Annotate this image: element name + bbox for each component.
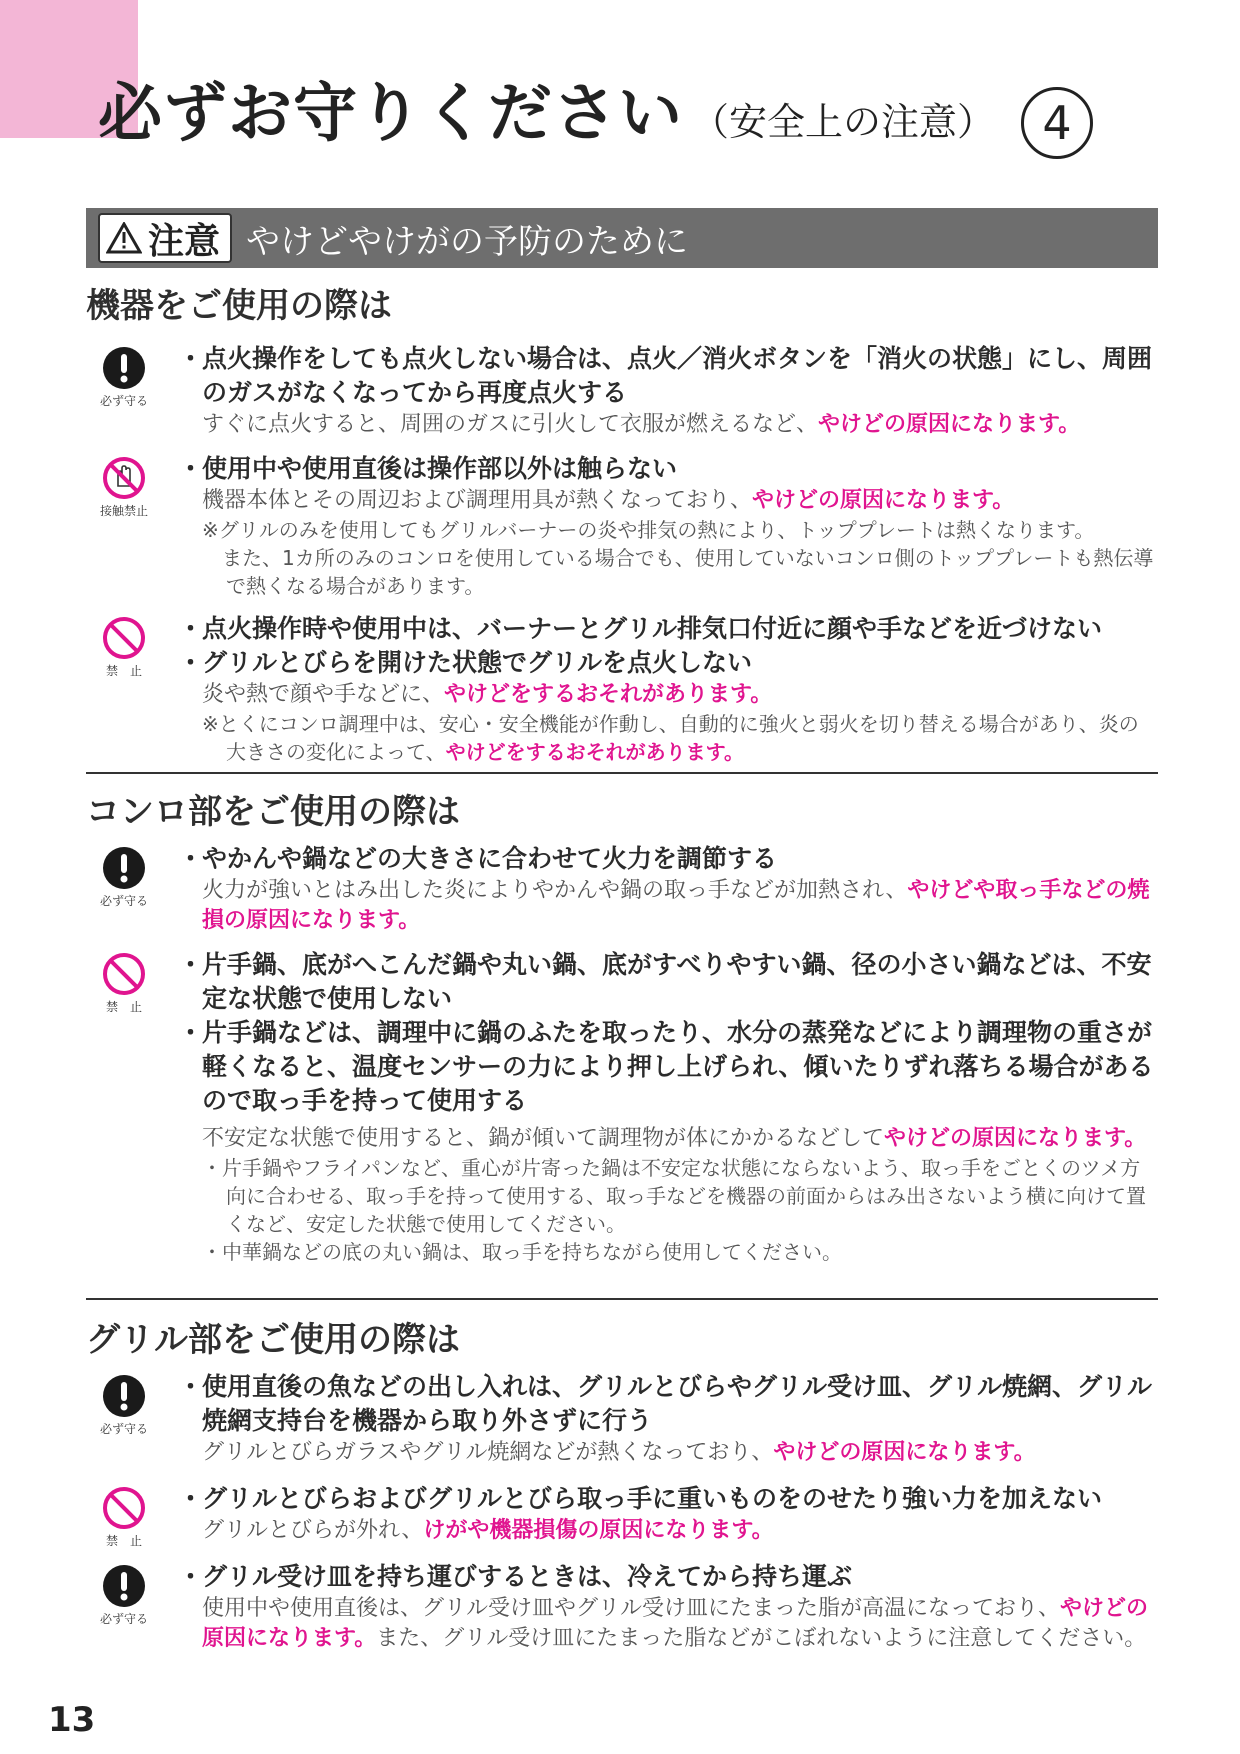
instruction-desc: 使用中や使用直後は、グリル受け皿やグリル受け皿にたまった脂が高温になっており、やけどの原因になります。また、グリル受け皿にたまった脂などがこぼれないように注意してください。	[202, 1596, 1149, 1651]
instruction-group	[86, 948, 1158, 1266]
title-main: 必ずお守りください	[98, 77, 683, 151]
section-heading: コンロ部をご使用の際は	[86, 792, 460, 832]
prohibited-icon	[102, 616, 146, 660]
no-touch-icon	[102, 456, 146, 500]
warning-triangle-icon	[106, 222, 142, 254]
caution-banner	[86, 208, 1158, 268]
section-divider	[86, 1298, 1158, 1300]
title-number: 4	[1021, 87, 1093, 159]
prohibited-icon-block	[96, 616, 152, 679]
prohibited-icon	[102, 952, 146, 996]
page-title	[98, 62, 1093, 151]
instruction-item: ・ 片手鍋などは、調理中に鍋のふたを取ったり、水分の蒸発などにより調理物の重さが軽くなると、温度センサーの力により押し上げられ、傾いたりずれ落ちる場合があるので取っ手を持って使用する	[178, 1016, 1158, 1118]
section-stove	[86, 790, 1158, 1266]
instruction-note: また、1カ所のみのコンロを使用している場合でも、使用していないコンロ側のトッププレートも熱伝導で熱くなる場合があります。	[202, 546, 1154, 598]
icon-label: 接触禁止	[99, 504, 148, 518]
instruction-note: ・片手鍋やフライパンなど、重心が片寄った鍋は不安定な状態にならないよう、取っ手をごとくのツメ方向に合わせる、取っ手を持って使用する、取っ手などを機器の前面からはみ出さないよう横に向けて置くなど、安定した状態で使用してください。	[202, 1156, 1146, 1236]
icon-label: 必ず守る	[99, 894, 148, 908]
instruction-desc: グリルとびらが外れ、けがや機器損傷の原因になります。	[202, 1518, 774, 1543]
icon-label: 必ず守る	[99, 1422, 148, 1436]
instruction-desc: 炎や熱で顔や手などに、やけどをするおそれがあります。	[202, 682, 773, 707]
section-heading: グリル部をご使用の際は	[86, 1320, 460, 1360]
instruction-desc: 火力が強いとはみ出した炎によりやかんや鍋の取っ手などが加熱され、やけどや取っ手などの焼損の原因になります。	[202, 878, 1150, 933]
section-heading: 機器をご使用の際は	[86, 286, 392, 326]
instruction-item: ・ 点火操作をしても点火しない場合は、点火／消火ボタンを「消火の状態」にし、周囲のガスがなくなってから再度点火する	[178, 342, 1158, 410]
section-divider	[86, 772, 1158, 774]
instruction-group	[86, 1560, 1158, 1654]
prohibited-icon	[102, 1486, 146, 1530]
title-sub: （安全上の注意）	[691, 100, 996, 144]
caution-badge	[98, 213, 232, 263]
banner-text: やけどやけがの予防のために	[246, 221, 689, 262]
instruction-group	[86, 1482, 1158, 1546]
no-touch-icon-block	[96, 456, 152, 519]
must-icon-block	[96, 846, 152, 909]
must-icon	[102, 1564, 146, 1608]
instruction-item: ・ グリルとびらを開けた状態でグリルを点火しない	[178, 646, 1158, 680]
must-icon-block	[96, 346, 152, 409]
must-icon	[102, 346, 146, 390]
must-icon	[102, 846, 146, 890]
prohibited-icon-block	[96, 952, 152, 1015]
instruction-note: ※グリルのみを使用してもグリルバーナーの炎や排気の熱により、トッププレートは熱くなります。	[202, 518, 1095, 542]
must-icon	[102, 1374, 146, 1418]
section-grill	[86, 1318, 1158, 1654]
instruction-group	[86, 842, 1158, 936]
instruction-item: ・ 点火操作時や使用中は、バーナーとグリル排気口付近に顔や手などを近づけない	[178, 612, 1158, 646]
page-number: 13	[48, 1700, 96, 1740]
instruction-group	[86, 452, 1158, 600]
icon-label: 禁 止	[105, 1534, 142, 1548]
instruction-desc: 機器本体とその周辺および調理用具が熱くなっており、やけどの原因になります。	[202, 488, 1015, 513]
instruction-desc: 不安定な状態で使用すると、鍋が傾いて調理物が体にかかるなどしてやけどの原因になります。	[202, 1126, 1147, 1151]
icon-label: 必ず守る	[99, 394, 148, 408]
instruction-group	[86, 342, 1158, 440]
instruction-group	[86, 612, 1158, 766]
must-icon-block	[96, 1374, 152, 1437]
section-device	[86, 284, 1158, 766]
icon-label: 必ず守る	[99, 1612, 148, 1626]
icon-label: 禁 止	[105, 1000, 142, 1014]
instruction-note: ※とくにコンロ調理中は、安心・安全機能が作動し、自動的に強火と弱火を切り替える場合があり、炎の大きさの変化によって、やけどをするおそれがあります。	[202, 712, 1139, 764]
instruction-item: ・ 片手鍋、底がへこんだ鍋や丸い鍋、底がすべりやすい鍋、径の小さい鍋などは、不安定な状態で使用しない	[178, 948, 1158, 1016]
instruction-item: ・ 使用直後の魚などの出し入れは、グリルとびらやグリル受け皿、グリル焼網、グリル焼網支持台を機器から取り外さずに行う	[178, 1370, 1158, 1438]
instruction-note: ・中華鍋などの底の丸い鍋は、取っ手を持ちながら使用してください。	[202, 1240, 842, 1264]
instruction-item: ・ やかんや鍋などの大きさに合わせて火力を調節する	[178, 842, 1158, 876]
instruction-item: ・ グリル受け皿を持ち運びするときは、冷えてから持ち運ぶ	[178, 1560, 1158, 1594]
instruction-group	[86, 1370, 1158, 1468]
prohibited-icon-block	[96, 1486, 152, 1549]
instruction-desc: グリルとびらガラスやグリル焼網などが熱くなっており、やけどの原因になります。	[202, 1440, 1036, 1465]
icon-label: 禁 止	[105, 664, 142, 678]
instruction-item: ・ 使用中や使用直後は操作部以外は触らない	[178, 452, 1158, 486]
instruction-item: ・ グリルとびらおよびグリルとびら取っ手に重いものをのせたり強い力を加えない	[178, 1482, 1158, 1516]
caution-label: 注意	[148, 220, 221, 262]
must-icon-block	[96, 1564, 152, 1627]
instruction-desc: すぐに点火すると、周囲のガスに引火して衣服が燃えるなど、やけどの原因になります。	[202, 412, 1081, 437]
